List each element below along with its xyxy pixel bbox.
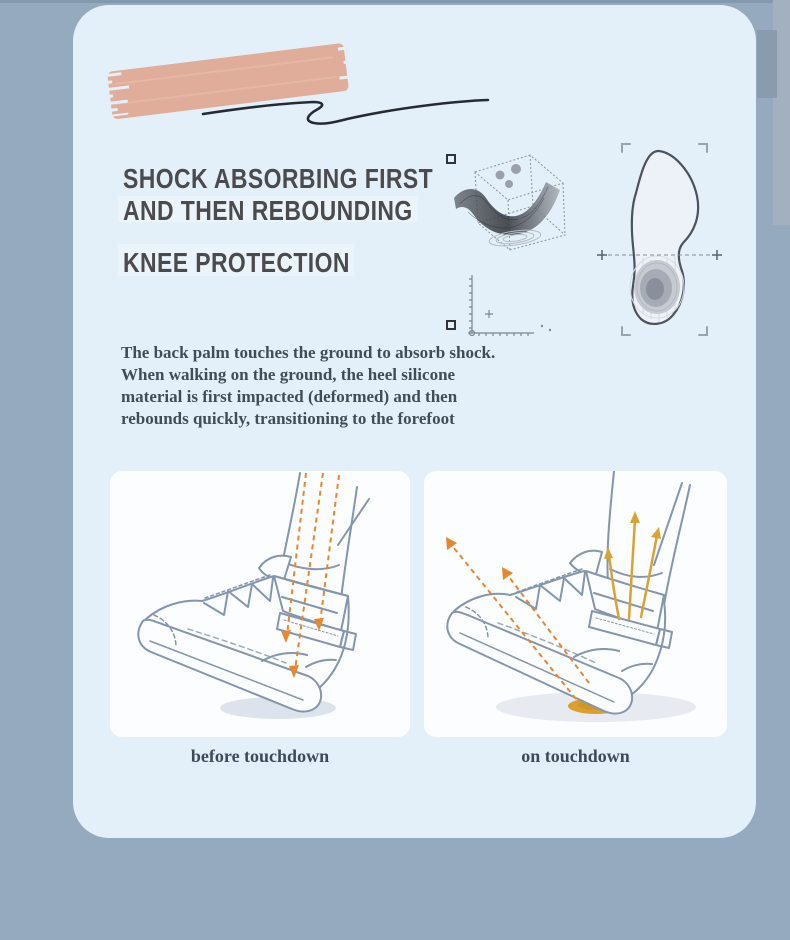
description-text: The back palm touches the ground to absorb shock. When walking on the ground, the heel silicone material is first impacted (deformed) and then rebounds quickly, transitioning to the forefoot xyxy=(121,343,496,428)
top-edge-shade xyxy=(0,0,790,3)
floating-dots xyxy=(496,164,522,188)
axis-sketch xyxy=(468,275,534,336)
illustration-panel-after xyxy=(424,471,727,737)
illustration-panel-before xyxy=(110,471,410,737)
caption-on-touchdown: on touchdown xyxy=(521,746,630,766)
insole-pressure-diagram xyxy=(593,138,733,343)
leg-seam xyxy=(654,483,682,565)
arrowheads xyxy=(446,537,513,580)
corner-marker-icon xyxy=(447,321,455,329)
subheadline: KNEE PROTECTION xyxy=(123,247,350,278)
leg-line xyxy=(341,487,357,599)
heel-pressure-blob xyxy=(630,256,684,318)
caption-before-touchdown: before touchdown xyxy=(190,746,330,766)
headline-line2: AND THEN REBOUNDING xyxy=(123,195,413,226)
ankle-crease xyxy=(610,569,662,577)
background-collage-patch xyxy=(757,30,777,98)
headline-line1: SHOCK ABSORBING FIRST xyxy=(123,163,434,194)
corner-marker-icon xyxy=(447,155,455,163)
surface-plot-illustration xyxy=(438,148,588,348)
valley-surface xyxy=(454,182,560,235)
shoe-before-touchdown-illustration xyxy=(110,471,410,737)
shoe-on-touchdown-illustration xyxy=(424,471,727,737)
leg-line xyxy=(664,485,690,605)
ink-squiggle-icon xyxy=(195,90,495,135)
